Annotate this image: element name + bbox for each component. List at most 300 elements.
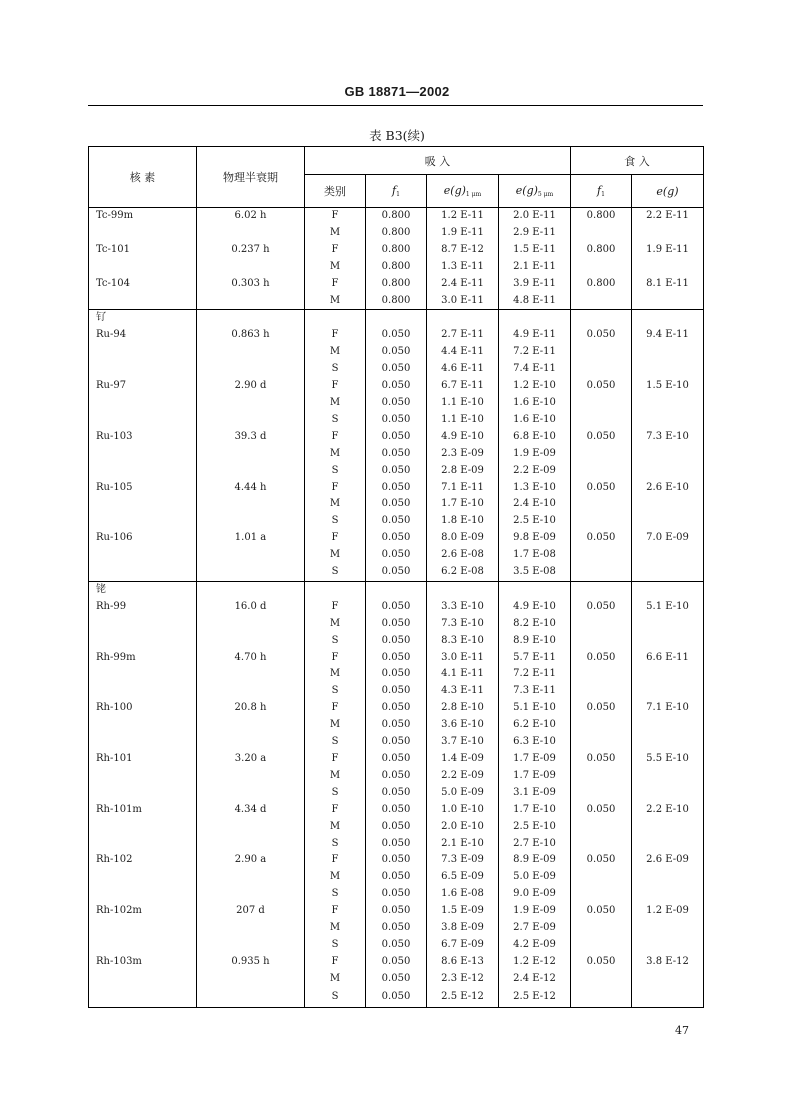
dose-coefficient-table [88, 146, 704, 1008]
type-cell: S [305, 785, 366, 802]
half-life-cell [197, 869, 305, 886]
half-life-cell: 207 d [197, 903, 305, 920]
type-cell: F [305, 954, 366, 971]
standard-header: GB 18871—2002 [344, 84, 450, 99]
ingestion-e-cell [632, 768, 704, 785]
nuclide-cell [89, 395, 197, 412]
table-row [89, 412, 704, 429]
table-row [89, 717, 704, 734]
nuclide-cell: 铑 [89, 581, 197, 598]
ingestion-e-cell [632, 971, 704, 988]
nuclide-cell [89, 564, 197, 581]
half-life-cell [197, 547, 305, 564]
ingestion-e-cell: 1.9 E-11 [632, 242, 704, 259]
e-5um-cell: 8.2 E-10 [499, 616, 571, 633]
type-cell: F [305, 852, 366, 869]
type-cell: F [305, 327, 366, 344]
ingestion-f1-cell: 0.050 [571, 802, 632, 819]
type-cell: F [305, 208, 366, 225]
type-cell: M [305, 496, 366, 513]
half-life-cell: 0.863 h [197, 327, 305, 344]
e-5um-cell: 4.9 E-10 [499, 599, 571, 616]
half-life-cell [197, 361, 305, 378]
nuclide-cell [89, 547, 197, 564]
ingestion-f1-cell: 0.050 [571, 700, 632, 717]
e-5um-cell: 6.8 E-10 [499, 429, 571, 446]
ingestion-f1-cell [571, 496, 632, 513]
ingestion-e-cell [632, 564, 704, 581]
type-cell: M [305, 666, 366, 683]
ingestion-e-cell: 2.6 E-10 [632, 480, 704, 497]
half-life-cell [197, 734, 305, 751]
nuclide-cell: Ru-94 [89, 327, 197, 344]
e-symbol: e(g) [656, 184, 679, 198]
e-1um-cell: 3.7 E-10 [427, 734, 499, 751]
nuclide-cell [89, 920, 197, 937]
ingestion-f1-cell [571, 937, 632, 954]
e-1um-cell: 1.6 E-08 [427, 886, 499, 903]
ingestion-f1-cell: 0.800 [571, 276, 632, 293]
ingestion-e-cell: 1.5 E-10 [632, 378, 704, 395]
f1-subscript: 1 [396, 191, 400, 198]
inhalation-f1-cell: 0.050 [366, 886, 427, 903]
e-1um-cell: 2.6 E-08 [427, 547, 499, 564]
e-1um-cell: 2.7 E-11 [427, 327, 499, 344]
e-5um-cell: 1.3 E-10 [499, 480, 571, 497]
nuclide-cell: Rh-101m [89, 802, 197, 819]
table-row [89, 971, 704, 988]
nuclide-cell [89, 819, 197, 836]
e-1um-cell: 2.8 E-09 [427, 463, 499, 480]
inhalation-f1-cell: 0.800 [366, 242, 427, 259]
inhalation-f1-cell: 0.050 [366, 496, 427, 513]
table-row [89, 886, 704, 903]
ingestion-e-cell [632, 785, 704, 802]
type-cell [305, 310, 366, 327]
ingestion-e-cell: 7.1 E-10 [632, 700, 704, 717]
f1-symbol: f [392, 184, 397, 197]
ingestion-f1-cell [571, 768, 632, 785]
ingestion-e-cell [632, 734, 704, 751]
half-life-cell [197, 920, 305, 937]
nuclide-cell [89, 886, 197, 903]
e-1um-cell: 8.7 E-12 [427, 242, 499, 259]
inhalation-f1-cell: 0.050 [366, 903, 427, 920]
e-1um-cell: 1.9 E-11 [427, 225, 499, 242]
e-1um-cell: 4.4 E-11 [427, 344, 499, 361]
e-1um-cell: 5.0 E-09 [427, 785, 499, 802]
table-row [89, 734, 704, 751]
e-5um-cell: 1.7 E-09 [499, 768, 571, 785]
half-life-cell [197, 564, 305, 581]
ingestion-e-cell: 2.6 E-09 [632, 852, 704, 869]
ingestion-e-cell: 9.4 E-11 [632, 327, 704, 344]
ingestion-f1-cell [571, 293, 632, 310]
f1-subscript: 1 [601, 191, 605, 198]
e-1um-cell: 1.7 E-10 [427, 496, 499, 513]
nuclide-cell [89, 259, 197, 276]
e-5um-cell: 1.2 E-12 [499, 954, 571, 971]
e-5um-cell: 2.7 E-10 [499, 836, 571, 853]
table-row [89, 463, 704, 480]
inhalation-f1-cell: 0.050 [366, 547, 427, 564]
e-5um-cell: 1.6 E-10 [499, 395, 571, 412]
nuclide-cell [89, 463, 197, 480]
e-1um-cell [427, 581, 499, 598]
type-cell: M [305, 869, 366, 886]
e-1um-cell: 3.3 E-10 [427, 599, 499, 616]
e-5um-cell: 2.4 E-10 [499, 496, 571, 513]
ingestion-f1-cell: 0.800 [571, 242, 632, 259]
e-5um-cell: 3.9 E-11 [499, 276, 571, 293]
ingestion-f1-cell [571, 259, 632, 276]
ingestion-e-cell [632, 886, 704, 903]
inhalation-f1-cell: 0.050 [366, 700, 427, 717]
ingestion-e-cell: 2.2 E-10 [632, 802, 704, 819]
type-cell: M [305, 344, 366, 361]
table-row [89, 344, 704, 361]
ingestion-f1-cell: 0.050 [571, 751, 632, 768]
e-1um-cell: 7.3 E-09 [427, 852, 499, 869]
inhalation-f1-cell: 0.050 [366, 395, 427, 412]
type-cell: F [305, 802, 366, 819]
e-1um-cell: 1.1 E-10 [427, 412, 499, 429]
half-life-cell [197, 819, 305, 836]
ingestion-f1-cell [571, 819, 632, 836]
e-5um-cell: 7.4 E-11 [499, 361, 571, 378]
e-1um-cell: 6.7 E-11 [427, 378, 499, 395]
table-row [89, 768, 704, 785]
inhalation-f1-cell: 0.050 [366, 530, 427, 547]
nuclide-cell: Rh-102 [89, 852, 197, 869]
half-life-cell [197, 666, 305, 683]
e-5um-cell: 1.7 E-10 [499, 802, 571, 819]
ingestion-f1-cell: 0.800 [571, 208, 632, 225]
table-row [89, 293, 704, 310]
e-1um-cell: 6.2 E-08 [427, 564, 499, 581]
nuclide-cell: Tc-99m [89, 208, 197, 225]
e-1um-cell: 1.5 E-09 [427, 903, 499, 920]
nuclide-cell [89, 513, 197, 530]
ingestion-f1-cell [571, 666, 632, 683]
e-1um-cell: 2.4 E-11 [427, 276, 499, 293]
e-5um-cell: 3.5 E-08 [499, 564, 571, 581]
ingestion-f1-cell: 0.050 [571, 852, 632, 869]
page-number: 47 [675, 1024, 689, 1037]
table-row [89, 751, 704, 768]
ingestion-e-cell [632, 344, 704, 361]
ingestion-e-cell [632, 920, 704, 937]
ingestion-f1-cell [571, 361, 632, 378]
half-life-cell [197, 259, 305, 276]
inhalation-f1-cell: 0.050 [366, 412, 427, 429]
ingestion-f1-cell [571, 581, 632, 598]
table-row [89, 869, 704, 886]
ingestion-f1-cell [571, 734, 632, 751]
ingestion-e-cell [632, 446, 704, 463]
header-rule [88, 105, 703, 106]
e-symbol: e(g) [443, 184, 466, 197]
e-1um-cell: 1.4 E-09 [427, 751, 499, 768]
e-5um-cell [499, 581, 571, 598]
e-1um-cell [427, 310, 499, 327]
ingestion-e-cell: 6.6 E-11 [632, 650, 704, 667]
e-5um-cell: 3.1 E-09 [499, 785, 571, 802]
e-1um-cell: 2.3 E-12 [427, 971, 499, 988]
half-life-cell: 4.44 h [197, 480, 305, 497]
half-life-cell: 1.01 a [197, 530, 305, 547]
e-1um-cell: 4.9 E-10 [427, 429, 499, 446]
ingestion-e-cell [632, 225, 704, 242]
nuclide-cell [89, 361, 197, 378]
nuclide-cell [89, 412, 197, 429]
half-life-cell: 2.90 d [197, 378, 305, 395]
inhalation-f1-cell: 0.050 [366, 971, 427, 988]
ingestion-f1-cell: 0.050 [571, 650, 632, 667]
ingestion-e-cell [632, 259, 704, 276]
nuclide-cell [89, 988, 197, 1008]
table-row [89, 616, 704, 633]
e-1um-cell: 8.0 E-09 [427, 530, 499, 547]
ingestion-f1-cell [571, 920, 632, 937]
type-cell: F [305, 599, 366, 616]
ingestion-f1-cell: 0.050 [571, 599, 632, 616]
type-cell: S [305, 633, 366, 650]
e-1um-header [427, 175, 499, 208]
ingestion-f1-cell [571, 633, 632, 650]
e-5um-header [499, 175, 571, 208]
inhalation-f1-cell: 0.050 [366, 988, 427, 1008]
inhalation-f1-cell: 0.050 [366, 954, 427, 971]
inhalation-f1-cell: 0.050 [366, 785, 427, 802]
half-life-cell [197, 633, 305, 650]
table-row [89, 988, 704, 1008]
type-cell: S [305, 361, 366, 378]
nuclide-cell [89, 971, 197, 988]
type-cell: M [305, 446, 366, 463]
e-5um-cell: 5.0 E-09 [499, 869, 571, 886]
inhalation-f1-cell: 0.800 [366, 259, 427, 276]
inhalation-f1-cell: 0.050 [366, 344, 427, 361]
type-header: 类别 [305, 175, 366, 208]
inhalation-f1-cell: 0.050 [366, 937, 427, 954]
ingestion-e-cell [632, 666, 704, 683]
table-row [89, 496, 704, 513]
table-row [89, 378, 704, 395]
e-5um-cell: 6.3 E-10 [499, 734, 571, 751]
table-row [89, 802, 704, 819]
nuclide-cell [89, 717, 197, 734]
ingestion-f1-cell [571, 344, 632, 361]
half-life-cell: 4.70 h [197, 650, 305, 667]
ingestion-e-cell: 7.3 E-10 [632, 429, 704, 446]
e-1um-cell: 1.2 E-11 [427, 208, 499, 225]
inhalation-f1-cell: 0.800 [366, 276, 427, 293]
inhalation-f1-cell: 0.050 [366, 327, 427, 344]
table-body [89, 208, 704, 1008]
inhalation-f1-cell [366, 581, 427, 598]
ingestion-f1-cell: 0.050 [571, 530, 632, 547]
type-cell: M [305, 971, 366, 988]
type-cell: F [305, 378, 366, 395]
e-5um-cell: 1.5 E-11 [499, 242, 571, 259]
e-5um-cell: 2.2 E-09 [499, 463, 571, 480]
inhalation-f1-cell: 0.050 [366, 734, 427, 751]
type-cell: F [305, 903, 366, 920]
table-row [89, 547, 704, 564]
ingestion-f1-cell: 0.050 [571, 327, 632, 344]
e-1um-cell: 2.2 E-09 [427, 768, 499, 785]
e-5um-cell: 1.2 E-10 [499, 378, 571, 395]
inhalation-f1-cell: 0.050 [366, 446, 427, 463]
table-row [89, 700, 704, 717]
e-5um-cell: 4.8 E-11 [499, 293, 571, 310]
e-1um-cell: 1.8 E-10 [427, 513, 499, 530]
half-life-cell: 16.0 d [197, 599, 305, 616]
ingestion-f1-cell [571, 616, 632, 633]
ingestion-f1-cell: 0.050 [571, 954, 632, 971]
inhalation-f1-cell: 0.050 [366, 802, 427, 819]
ingestion-e-header [632, 175, 704, 208]
nuclide-cell: Rh-101 [89, 751, 197, 768]
half-life-cell [197, 717, 305, 734]
table-row [89, 581, 704, 598]
type-cell: S [305, 836, 366, 853]
ingestion-e-cell [632, 616, 704, 633]
half-life-cell [197, 412, 305, 429]
e-5um-cell: 2.7 E-09 [499, 920, 571, 937]
inhalation-f1-cell: 0.050 [366, 599, 427, 616]
type-cell: F [305, 276, 366, 293]
half-life-cell: 2.90 a [197, 852, 305, 869]
ingestion-e-cell [632, 496, 704, 513]
e-5um-cell: 2.5 E-10 [499, 513, 571, 530]
nuclide-cell: Ru-97 [89, 378, 197, 395]
e-1um-cell: 6.7 E-09 [427, 937, 499, 954]
e-1um-cell: 2.0 E-10 [427, 819, 499, 836]
half-life-cell [197, 937, 305, 954]
half-life-header: 物理半衰期 [197, 147, 305, 208]
ingestion-f1-cell [571, 683, 632, 700]
ingestion-e-cell [632, 310, 704, 327]
ingestion-f1-cell: 0.050 [571, 429, 632, 446]
e-5um-cell: 5.7 E-11 [499, 650, 571, 667]
nuclide-cell [89, 836, 197, 853]
table-row [89, 937, 704, 954]
nuclide-cell [89, 937, 197, 954]
e-5um-cell: 1.6 E-10 [499, 412, 571, 429]
table-row [89, 225, 704, 242]
inhalation-f1-cell: 0.050 [366, 513, 427, 530]
table-row [89, 361, 704, 378]
inhalation-f1-cell: 0.050 [366, 836, 427, 853]
e-5um-cell: 1.9 E-09 [499, 903, 571, 920]
type-cell: S [305, 564, 366, 581]
half-life-cell: 4.34 d [197, 802, 305, 819]
table-row [89, 633, 704, 650]
inhalation-f1-cell: 0.050 [366, 650, 427, 667]
type-cell: F [305, 650, 366, 667]
e-1um-cell: 6.5 E-09 [427, 869, 499, 886]
ingestion-f1-cell [571, 785, 632, 802]
inhalation-f1-cell: 0.050 [366, 361, 427, 378]
half-life-cell [197, 988, 305, 1008]
nuclide-cell: Ru-106 [89, 530, 197, 547]
table-row [89, 513, 704, 530]
ingestion-e-cell [632, 547, 704, 564]
ingestion-e-cell [632, 463, 704, 480]
ingestion-f1-cell [571, 463, 632, 480]
ingestion-f1-cell [571, 988, 632, 1008]
nuclide-cell [89, 344, 197, 361]
nuclide-cell: Ru-105 [89, 480, 197, 497]
type-cell: F [305, 751, 366, 768]
nuclide-cell [89, 785, 197, 802]
table-head [89, 147, 704, 208]
type-cell: S [305, 937, 366, 954]
ingestion-e-cell [632, 412, 704, 429]
table-row [89, 920, 704, 937]
inhalation-header: 吸 入 [305, 147, 571, 175]
e-5um-cell: 8.9 E-10 [499, 633, 571, 650]
ingestion-f1-cell: 0.050 [571, 480, 632, 497]
e-5um-cell: 5.1 E-10 [499, 700, 571, 717]
type-cell: M [305, 616, 366, 633]
ingestion-e-cell [632, 937, 704, 954]
table-row [89, 530, 704, 547]
table-row [89, 819, 704, 836]
half-life-cell: 0.935 h [197, 954, 305, 971]
table-row [89, 954, 704, 971]
type-cell: M [305, 920, 366, 937]
inhalation-f1-cell: 0.050 [366, 429, 427, 446]
half-life-cell [197, 886, 305, 903]
e-5um-cell: 9.8 E-09 [499, 530, 571, 547]
ingestion-f1-cell [571, 225, 632, 242]
type-cell: S [305, 513, 366, 530]
table-row [89, 480, 704, 497]
nuclide-cell [89, 616, 197, 633]
nuclide-cell: Rh-102m [89, 903, 197, 920]
nuclide-cell: Ru-103 [89, 429, 197, 446]
half-life-cell [197, 581, 305, 598]
half-life-cell: 20.8 h [197, 700, 305, 717]
e-5um-cell [499, 310, 571, 327]
nuclide-cell: 钌 [89, 310, 197, 327]
e-1um-cell: 3.6 E-10 [427, 717, 499, 734]
type-cell: F [305, 429, 366, 446]
ingestion-f1-cell [571, 869, 632, 886]
inhalation-f1-cell: 0.050 [366, 852, 427, 869]
e-5um-cell: 2.1 E-11 [499, 259, 571, 276]
half-life-cell [197, 225, 305, 242]
inhalation-f1-cell: 0.050 [366, 768, 427, 785]
f1-symbol: f [597, 184, 602, 197]
e-5um-cell: 7.3 E-11 [499, 683, 571, 700]
half-life-cell: 39.3 d [197, 429, 305, 446]
nuclide-cell: Tc-104 [89, 276, 197, 293]
half-life-cell [197, 344, 305, 361]
ingestion-e-cell: 1.2 E-09 [632, 903, 704, 920]
nuclide-cell [89, 633, 197, 650]
e-5um-cell: 2.5 E-12 [499, 988, 571, 1008]
table-row [89, 683, 704, 700]
type-cell: S [305, 988, 366, 1008]
type-cell: M [305, 225, 366, 242]
type-cell: F [305, 700, 366, 717]
half-life-cell [197, 496, 305, 513]
table-row [89, 903, 704, 920]
